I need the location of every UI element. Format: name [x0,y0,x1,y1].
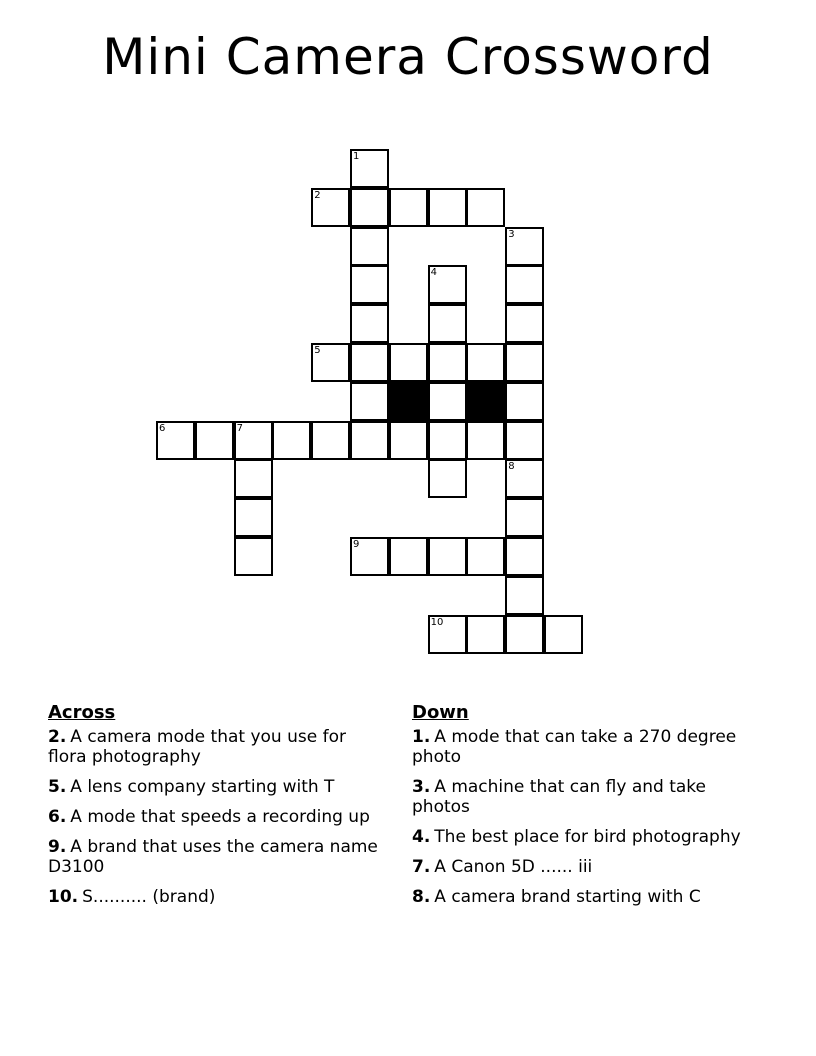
grid-cell[interactable] [428,421,467,460]
grid-cell[interactable] [428,304,467,343]
grid-cell[interactable] [466,188,505,227]
cell-number: 8 [508,461,515,473]
grid-cell[interactable] [311,343,350,382]
grid-cell[interactable] [350,382,389,421]
black-cell [389,382,428,421]
grid-cell[interactable] [544,615,583,654]
clue-down-3: 3. A machine that can fly and take photos [412,777,706,817]
cell-number: 5 [314,345,321,356]
grid-cell[interactable] [350,421,389,460]
grid-cell[interactable] [389,537,428,576]
clue-across-6: 6. A mode that speeds a recording up [48,807,370,827]
grid-cell[interactable] [505,498,544,537]
cell-number: 6 [159,422,166,434]
clue-down-4: 4. The best place for bird photography [412,827,741,847]
cell-number: 1 [353,151,360,162]
grid-cell[interactable] [505,265,544,304]
grid-cell[interactable] [428,537,467,576]
black-cell [466,382,505,421]
grid-cell[interactable] [234,498,273,537]
grid-cell[interactable] [350,265,389,304]
grid-cell[interactable] [350,343,389,382]
grid-cell[interactable] [505,343,544,382]
clue-down-8: 8. A camera brand starting with C [412,887,701,907]
grid-cell[interactable] [505,304,544,343]
grid-cell[interactable] [505,421,544,460]
grid-cell[interactable] [505,537,544,576]
clue-across-10: 10. S.......... (brand) [48,887,216,907]
grid-cell[interactable] [428,188,467,227]
grid-cell[interactable] [195,421,234,460]
grid-cell[interactable] [350,188,389,227]
grid-cell[interactable] [428,265,467,304]
grid-cell[interactable] [505,382,544,421]
grid-cell[interactable] [428,382,467,421]
cell-number: 7 [236,422,243,434]
grid-cell[interactable] [428,343,467,382]
grid-cell[interactable] [505,459,544,498]
clue-across-9: 9. A brand that uses the camera name D3100 [48,837,378,877]
across-clues [48,702,388,917]
cell-number: 10 [430,616,444,628]
clue-down-7: 7. A Canon 5D ...... iii [412,857,593,877]
grid-cell[interactable] [466,537,505,576]
grid-cell[interactable] [311,421,350,460]
grid-cell[interactable] [350,537,389,576]
grid-cell[interactable] [505,227,544,266]
clue-across-5: 5. A lens company starting with T [48,777,335,797]
grid-cell[interactable] [428,459,467,498]
cell-number: 2 [314,189,321,201]
grid-cell[interactable] [466,343,505,382]
across-heading: Across [48,702,116,723]
cell-number: 3 [508,228,515,240]
grid-cell[interactable] [466,615,505,654]
cell-number: 4 [430,267,437,279]
clue-across-2: 2. A camera mode that you use for flora photography [48,727,346,767]
grid-cell[interactable] [389,188,428,227]
grid-cell[interactable] [389,421,428,460]
grid-cell[interactable] [311,188,350,227]
grid-cell[interactable] [234,537,273,576]
page-title: Mini Camera Crossword [102,28,714,86]
grid-cell[interactable] [350,227,389,266]
grid-cell[interactable] [466,421,505,460]
grid-cell[interactable] [350,304,389,343]
grid-cell[interactable] [234,459,273,498]
down-clues [412,702,752,917]
grid-cell[interactable] [428,615,467,654]
grid-cell[interactable] [272,421,311,460]
grid-cell[interactable] [156,421,195,460]
grid-cell[interactable] [389,343,428,382]
down-heading: Down [412,702,469,723]
grid-cell[interactable] [234,421,273,460]
clue-down-1: 1. A mode that can take a 270 degree photo [412,727,737,767]
grid-cell[interactable] [350,149,389,188]
cell-number: 9 [353,539,360,550]
grid-cell[interactable] [505,615,544,654]
grid-cell[interactable] [505,576,544,615]
